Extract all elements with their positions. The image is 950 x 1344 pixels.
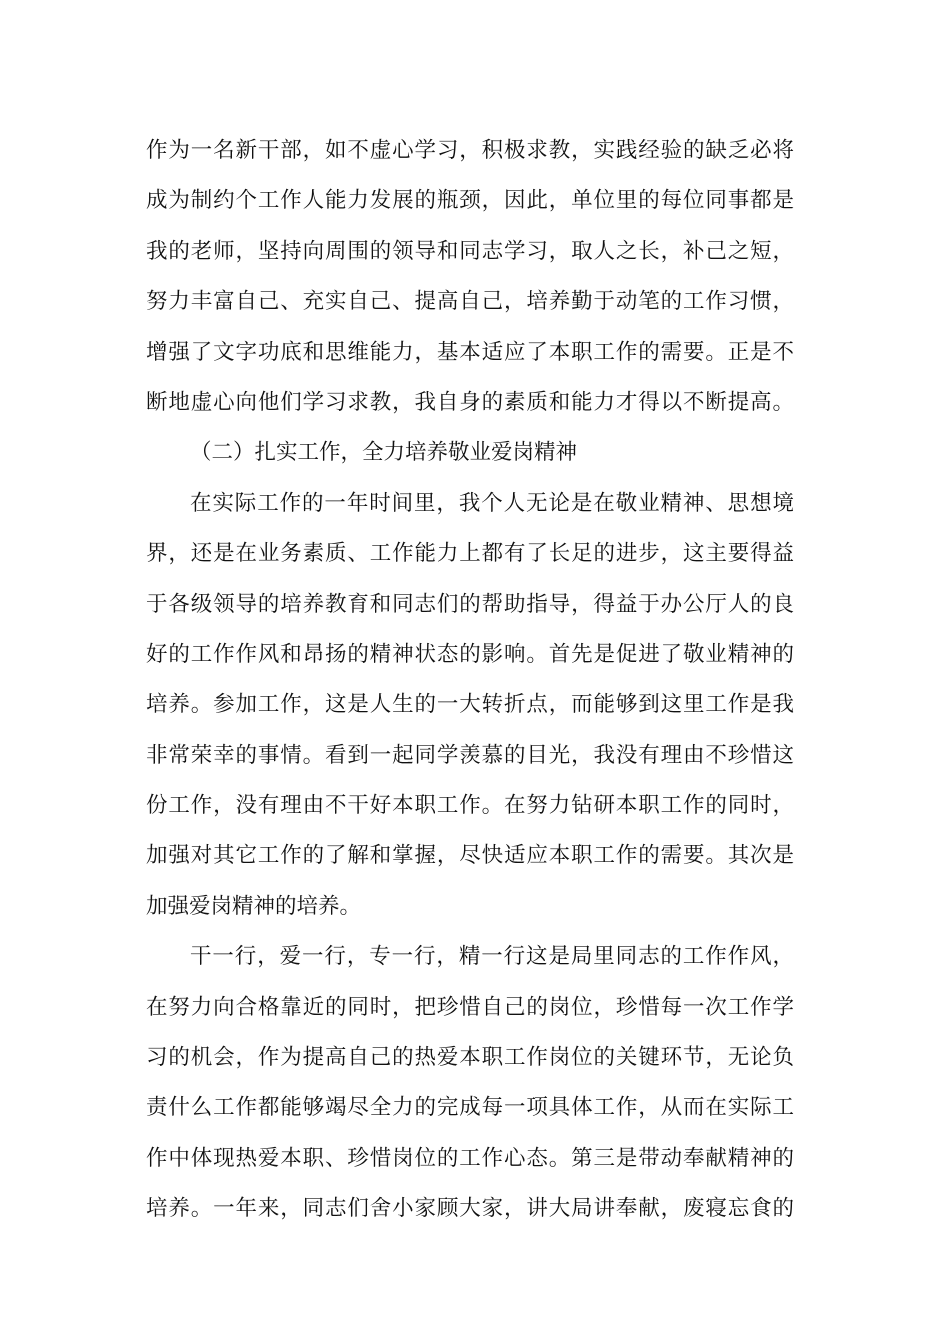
text-line: 干一行，爱一行，专一行，精一行这是局里同志的工作作风， [190, 944, 794, 970]
text-line: 培养。一年来，同志们舍小家顾大家，讲大局讲奉献，废寝忘食的 [146, 1196, 794, 1222]
text-line: 成为制约个工作人能力发展的瓶颈，因此，单位里的每位同事都是 [146, 188, 794, 214]
text-line: 作为一名新干部，如不虚心学习，积极求教，实践经验的缺乏必将 [146, 138, 794, 163]
text-line: 作中体现热爱本职、珍惜岗位的工作心态。第三是带动奉献精神的 [146, 1145, 794, 1171]
text-line: 习的机会，作为提高自己的热爱本职工作岗位的关键环节，无论负 [146, 1045, 794, 1071]
text-line: 非常荣幸的事情。看到一起同学羡慕的目光，我没有理由不珍惜这 [146, 742, 794, 768]
text-line: 努力丰富自己、充实自己、提高自己，培养勤于动笔的工作习惯， [146, 289, 794, 315]
text-line: 加强对其它工作的了解和掌握，尽快适应本职工作的需要。其次是 [146, 843, 794, 869]
text-line: 增强了文字功底和思维能力，基本适应了本职工作的需要。正是不 [146, 339, 794, 365]
text-line: 责什么工作都能够竭尽全力的完成每一项具体工作，从而在实际工 [146, 1095, 794, 1121]
text-line: 界，还是在业务素质、工作能力上都有了长足的进步，这主要得益 [146, 541, 794, 567]
paragraph-1 [146, 126, 794, 428]
text-line: 在努力向合格靠近的同时，把珍惜自己的岗位，珍惜每一次工作学 [146, 994, 794, 1020]
text-line: 加强爱岗精神的培养。 [146, 893, 362, 919]
paragraph-2 [146, 479, 794, 933]
text-line: 份工作，没有理由不干好本职工作。在努力钻研本职工作的同时， [146, 793, 794, 819]
text-line: 我的老师，坚持向周围的领导和同志学习，取人之长，补己之短， [146, 238, 794, 264]
document-body [146, 126, 794, 1235]
heading-line: （二）扎实工作，全力培养敬业爱岗精神 [190, 440, 578, 466]
paragraph-3 [146, 932, 794, 1234]
text-line: 在实际工作的一年时间里，我个人无论是在敬业精神、思想境 [190, 490, 794, 516]
text-line: 好的工作作风和昂扬的精神状态的影响。首先是促进了敬业精神的 [146, 641, 794, 667]
text-line: 断地虚心向他们学习求教，我自身的素质和能力才得以不断提高。 [146, 389, 794, 415]
section-heading [146, 428, 794, 478]
text-line: 于各级领导的培养教育和同志们的帮助指导，得益于办公厅人的良 [146, 591, 794, 617]
text-line: 培养。参加工作，这是人生的一大转折点，而能够到这里工作是我 [146, 692, 794, 718]
